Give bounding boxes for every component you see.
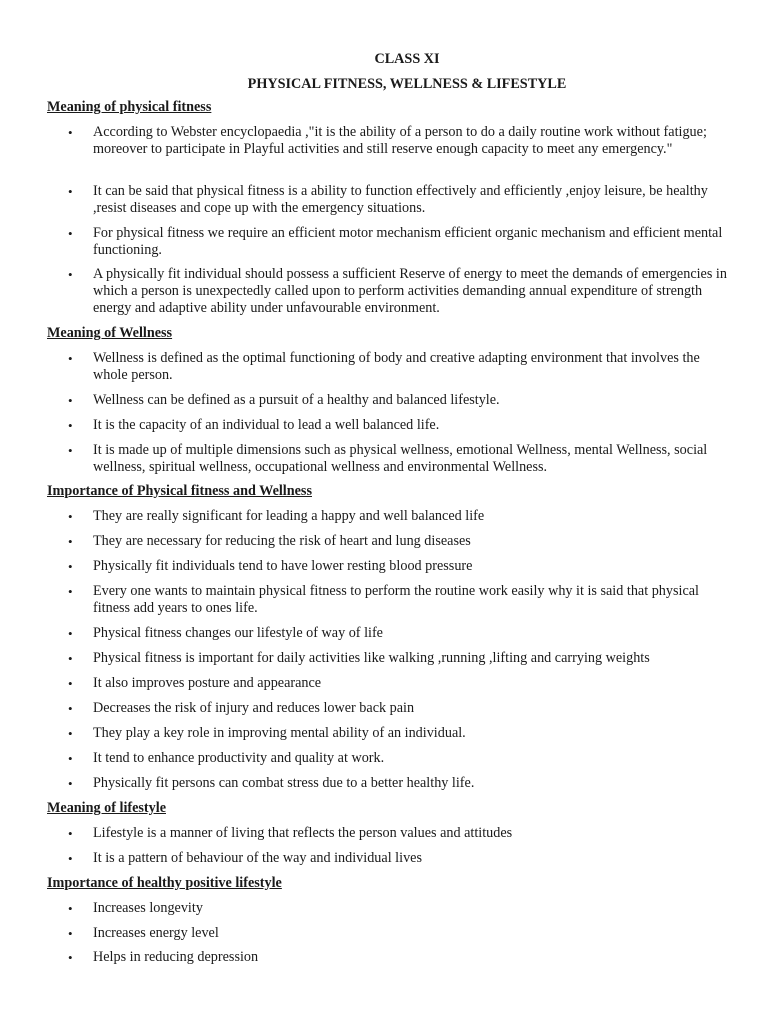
bullet-icon: • [68,584,73,599]
bullet-icon: • [68,226,73,241]
list-item-text: It tend to enhance productivity and quality at work. [93,750,385,766]
section-heading: Meaning of Wellness [47,325,173,341]
list-item-text: It can be said that physical fitness is a ability to function effectively and efficiently ,enjoy leisure, be healthy ,resist diseases and cope up with the emergency situations. [93,183,708,217]
bullet-icon: • [68,509,73,524]
bullet-icon: • [68,393,73,408]
list-item-text: It is made up of multiple dimensions such as physical wellness, emotional Wellness, mental Wellness, social wellness, spiritual wellness, occupational wellness and environmental Wellness. [93,442,708,476]
bullet-icon: • [68,125,73,140]
bullet-icon: • [68,926,73,941]
bullet-icon: • [68,267,73,282]
bullet-icon: • [68,534,73,549]
section-heading: Meaning of physical fitness [47,99,212,115]
list-item-text: Physical fitness changes our lifestyle of way of life [93,625,383,641]
bullet-icon: • [68,559,73,574]
section-heading: Meaning of lifestyle [47,800,166,816]
bullet-icon: • [68,776,73,791]
list-item-text: Physical fitness is important for daily activities like walking ,running ,lifting and carrying weights [93,650,650,666]
class-label: CLASS XI [374,51,440,67]
list-item-text: Increases longevity [93,900,203,916]
list-item-text: Physically fit individuals tend to have lower resting blood pressure [93,558,473,574]
bullet-icon: • [68,751,73,766]
list-item-text: Decreases the risk of injury and reduces lower back pain [93,700,415,716]
list-item-text: They are really significant for leading a happy and well balanced life [93,508,485,524]
list-item-text: They are necessary for reducing the risk of heart and lung diseases [93,533,471,549]
list-item-text: Wellness is defined as the optimal functioning of body and creative adapting environment that involves the whole person. [93,350,700,384]
list-item-text: It is the capacity of an individual to lead a well balanced life. [93,417,440,433]
list-item-text: A physically fit individual should possess a sufficient Reserve of energy to meet the demands of emergencies in which a person is unexpectedly called upon to perform activities demanding annual expenditure of strength energy and adaptive ability under unfavourable environment. [93,266,727,317]
bullet-icon: • [68,950,73,965]
list-item-text: According to Webster encyclopaedia ,"it is the ability of a person to do a daily routine work without fatigue; moreover to participate in Playful activities and still reserve enough capacity to meet any emergency." [93,124,707,158]
list-item-text: Increases energy level [93,925,219,941]
list-item-text: Lifestyle is a manner of living that reflects the person values and attitudes [93,825,513,841]
bullet-icon: • [68,626,73,641]
section-heading: Importance of Physical fitness and Wellness [47,483,312,499]
list-item-text: It also improves posture and appearance [93,675,322,691]
list-item-text: Physically fit persons can combat stress due to a better healthy life. [93,775,475,791]
list-item-text: It is a pattern of behaviour of the way and individual lives [93,850,422,866]
list-item-text: Helps in reducing depression [93,949,259,965]
bullet-icon: • [68,651,73,666]
list-item-text: Every one wants to maintain physical fitness to perform the routine work easily why it is said that physical fitness add years to ones life. [93,583,699,617]
bullet-icon: • [68,443,73,458]
bullet-icon: • [68,726,73,741]
list-item-text: Wellness can be defined as a pursuit of a healthy and balanced lifestyle. [93,392,500,408]
bullet-icon: • [68,851,73,866]
bullet-icon: • [68,418,73,433]
page-title: PHYSICAL FITNESS, WELLNESS & LIFESTYLE [247,76,567,92]
bullet-icon: • [68,701,73,716]
list-item-text: They play a key role in improving mental ability of an individual. [93,725,466,741]
bullet-icon: • [68,676,73,691]
bullet-icon: • [68,901,73,916]
bullet-icon: • [68,351,73,366]
list-item-text: For physical fitness we require an efficient motor mechanism efficient organic mechanism and efficient mental functioning. [93,225,723,259]
bullet-icon: • [68,826,73,841]
section-heading: Importance of healthy positive lifestyle [47,875,282,891]
bullet-icon: • [68,184,73,199]
